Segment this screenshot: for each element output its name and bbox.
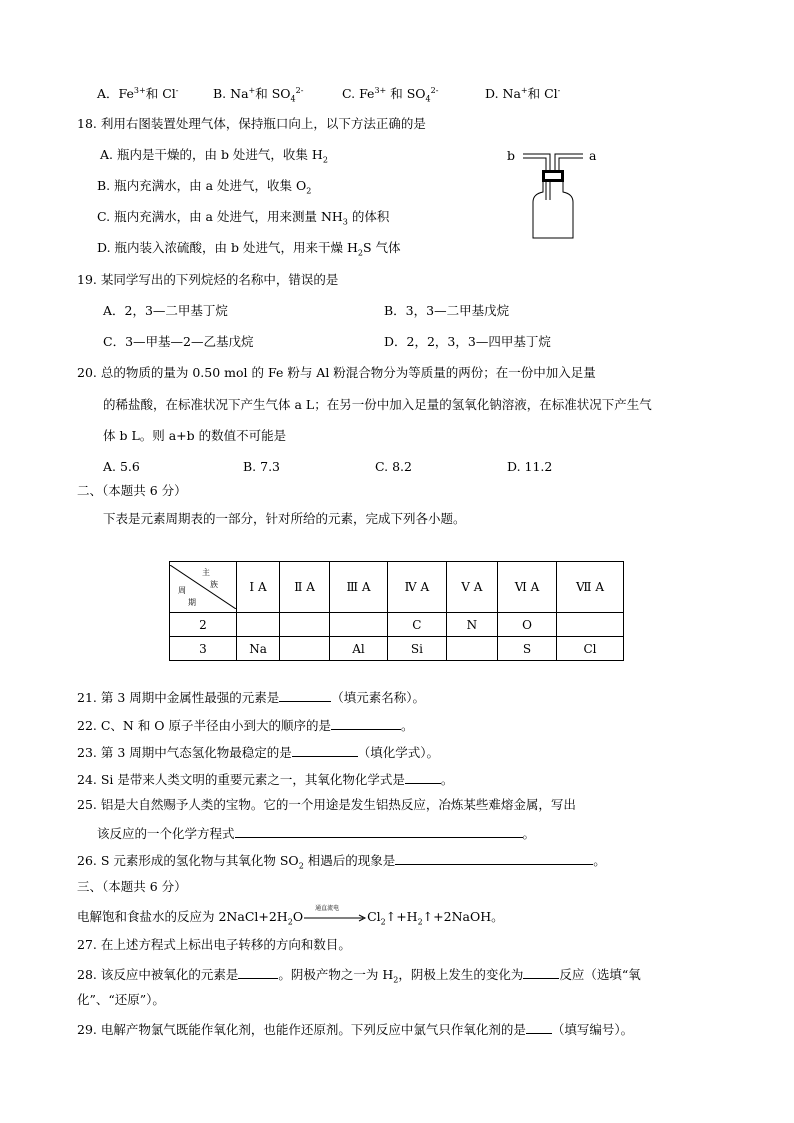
element-cell: N xyxy=(446,613,497,637)
gas-bottle-figure xyxy=(505,140,605,245)
q28-line-2: 化”、“还原”）。 xyxy=(77,992,165,1007)
element-cell xyxy=(237,613,280,637)
element-cell xyxy=(280,637,330,661)
section-3-title: 三、（本题共 6 分） xyxy=(77,879,187,894)
answer-blank[interactable] xyxy=(395,851,593,865)
answer-blank[interactable] xyxy=(405,770,441,784)
answer-blank[interactable] xyxy=(331,716,401,730)
tube-label-b: b xyxy=(507,148,516,163)
element-cell: Al xyxy=(330,637,388,661)
q25-line-1: 25. 铝是大自然赐予人类的宝物。它的一个用途是发生铝热反应，冶炼某些难熔金属，写出 xyxy=(77,797,576,812)
corner-label-zu: 族 xyxy=(210,580,218,589)
q17-option-a: A．$Fe^{3+}$和 Cl- xyxy=(97,86,179,102)
q20-line-1: 20. 总的物质的量为 0.50 mol 的 Fe 粉与 Al 粉混合物分为等质量的两份；在一份中加入足量 xyxy=(77,365,596,380)
q17-option-c: C. $Fe^{3+}$ 和 $SO_4^{2-}$ xyxy=(342,86,439,104)
q24: 24. Si 是带来人类文明的重要元素之一，其氧化物化学式是 。 xyxy=(77,772,454,787)
tube-label-a: a xyxy=(589,148,597,163)
group-header: Ⅴ A xyxy=(446,562,497,613)
q20-option-a: A. 5.6 xyxy=(103,459,140,474)
q20-line-3: 体 b L。则 a+b 的数值不可能是 xyxy=(103,428,287,443)
corner-label-zhou: 周 xyxy=(178,586,186,595)
q19-option-b: B．3，3—二甲基戊烷 xyxy=(384,303,510,318)
q28-line-1: 28. 该反应中被氧化的元素是 。阴极产物之一为 $H_2$，阴极上发生的变化为 反应（选填“氧 xyxy=(77,967,641,985)
element-cell: Si xyxy=(387,637,446,661)
q26: 26. S 元素形成的氢化物与其氧化物 $SO_2$ 相遇后的现象是 。 xyxy=(77,853,606,871)
table-row xyxy=(170,637,624,661)
element-cell: Na xyxy=(237,637,280,661)
period-cell: 3 xyxy=(170,637,237,661)
table-row xyxy=(170,613,624,637)
answer-blank[interactable] xyxy=(238,965,278,979)
q17-option-b: B. Na+和 $SO_4^{2-}$ xyxy=(213,86,304,104)
element-cell: C xyxy=(387,613,446,637)
section-2-intro: 下表是元素周期表的一部分，针对所给的元素，完成下列各小题。 xyxy=(103,511,466,526)
electrolysis-equation: 电解饱和食盐水的反应为 $2NaCl+2H_2O$ 通直流电 $Cl_2↑+H_2↑+2NaOH$。 xyxy=(77,904,504,927)
q17-option-d: D. Na+和 Cl- xyxy=(485,86,561,102)
q20-line-2: 的稀盐酸，在标准状况下产生气体 a L；在另一份中加入足量的氢氧化钠溶液，在标准状况下产生气 xyxy=(103,397,652,412)
periodic-table xyxy=(169,561,624,661)
section-2-title: 二、（本题共 6 分） xyxy=(77,483,187,498)
group-header: Ⅱ A xyxy=(280,562,330,613)
q18-option-b: B. 瓶内充满水，由 a 处进气，收集 $O_2$ xyxy=(97,178,312,196)
q22: 22. C、N 和 O 原子半径由小到大的顺序的是 。 xyxy=(77,718,414,733)
q29: 29. 电解产物氯气既能作氧化剂，也能作还原剂。下列反应中氯气只作氧化剂的是 （填写编号）。 xyxy=(77,1022,634,1037)
q20-option-d: D. 11.2 xyxy=(507,459,553,474)
q19-option-c: C．3—甲基—2—乙基戊烷 xyxy=(103,334,254,349)
group-header: Ⅵ A xyxy=(497,562,556,613)
answer-blank[interactable] xyxy=(292,743,358,757)
element-cell xyxy=(280,613,330,637)
q19-stem: 19. 某同学写出的下列烷烃的名称中，错误的是 xyxy=(77,272,339,287)
q19-option-d: D．2，2，3，3—四甲基丁烷 xyxy=(384,334,551,349)
period-cell: 2 xyxy=(170,613,237,637)
q23: 23. 第 3 周期中气态氢化物最稳定的是 （填化学式）。 xyxy=(77,745,440,760)
q18-option-d: D. 瓶内装入浓硫酸，由 b 处进气，用来干燥 $H_2S$ 气体 xyxy=(97,240,401,258)
q21: 21. 第 3 周期中金属性最强的元素是 （填元素名称）。 xyxy=(77,690,426,705)
reaction-condition: 通直流电 xyxy=(315,904,340,912)
element-cell: S xyxy=(497,637,556,661)
answer-blank[interactable] xyxy=(279,688,331,702)
q27: 27. 在上述方程式上标出电子转移的方向和数目。 xyxy=(77,937,351,952)
corner-label-zhu: 主 xyxy=(202,568,210,577)
q19-option-a: A．2，3—二甲基丁烷 xyxy=(103,303,228,318)
q18-option-c: C. 瓶内充满水，由 a 处进气，用来测量 $NH_3$ 的体积 xyxy=(97,209,390,227)
group-header: Ⅶ A xyxy=(557,562,624,613)
group-header: Ⅳ A xyxy=(387,562,446,613)
corner-label-qi: 期 xyxy=(188,598,196,607)
answer-blank[interactable] xyxy=(526,1020,552,1034)
element-cell: Cl xyxy=(557,637,624,661)
table-corner xyxy=(170,562,237,613)
answer-blank[interactable] xyxy=(235,824,523,838)
q18-stem: 18. 利用右图装置处理气体，保持瓶口向上，以下方法正确的是 xyxy=(77,116,426,131)
q20-option-b: B. 7.3 xyxy=(243,459,281,474)
q18-option-a: A. 瓶内是干燥的，由 b 处进气，收集 $H_2$ xyxy=(100,147,328,165)
answer-blank[interactable] xyxy=(523,965,559,979)
group-header: Ⅲ A xyxy=(330,562,388,613)
element-cell xyxy=(557,613,624,637)
element-cell: O xyxy=(497,613,556,637)
q25-line-2: 该反应的一个化学方程式 。 xyxy=(97,826,536,841)
element-cell xyxy=(330,613,388,637)
q20-option-c: C. 8.2 xyxy=(375,459,412,474)
reaction-arrow xyxy=(303,904,367,925)
element-cell xyxy=(446,637,497,661)
group-header: Ⅰ A xyxy=(237,562,280,613)
